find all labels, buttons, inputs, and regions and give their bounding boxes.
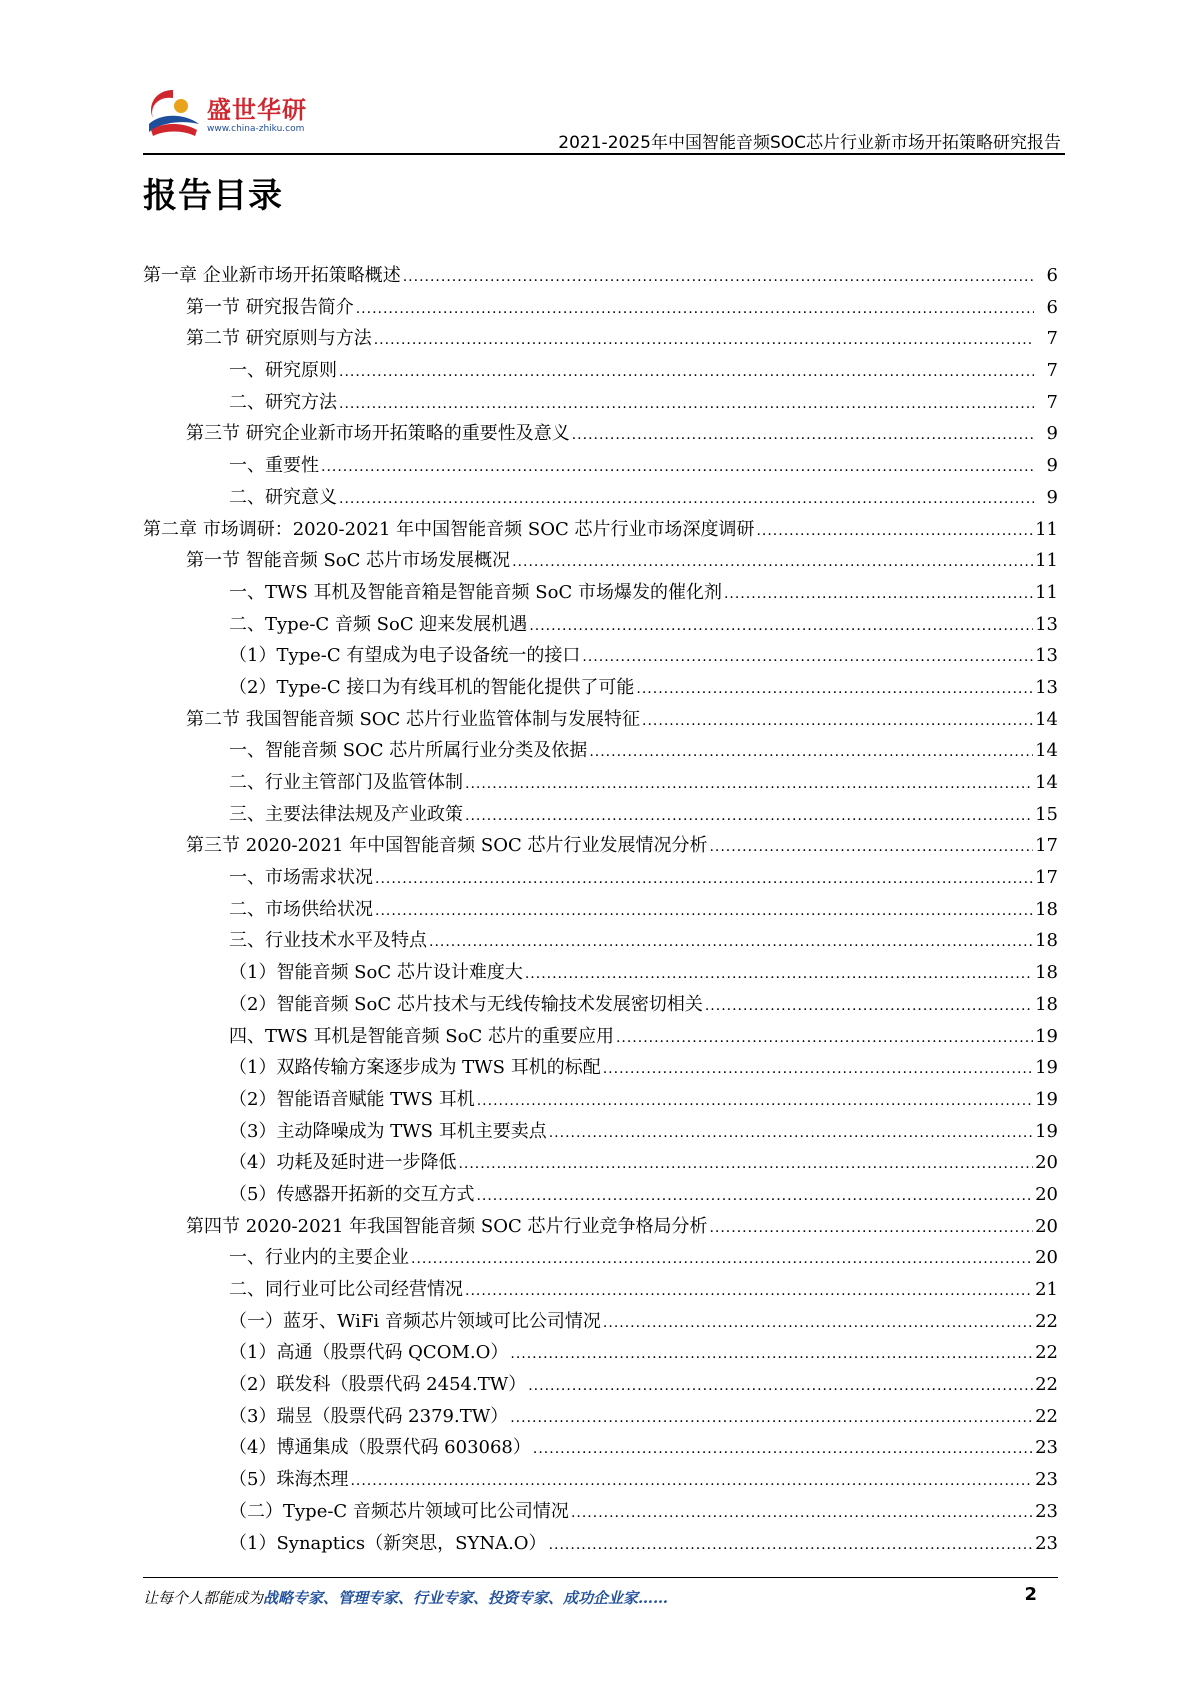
toc-leader-dots (339, 357, 1034, 389)
toc-leader-dots (533, 1434, 1033, 1466)
toc-entry-page: 19 (1035, 1025, 1058, 1047)
toc-leader-dots (589, 737, 1033, 769)
table-of-contents (143, 260, 1058, 1559)
toc-leader-dots (529, 611, 1033, 643)
toc-entry[interactable] (143, 1337, 1058, 1369)
toc-entry-title: （5）珠海杰理 (229, 1469, 349, 1491)
toc-entry-title: 二、同行业可比公司经营情况 (229, 1279, 463, 1300)
toc-entry[interactable] (143, 260, 1058, 292)
toc-entry-title: （5）传感器开拓新的交互方式 (229, 1183, 475, 1205)
toc-entry-title: （1）Type-C 有望成为电子设备统一的接口 (229, 645, 581, 667)
toc-leader-dots (465, 801, 1033, 833)
toc-entry[interactable] (143, 418, 1058, 450)
toc-leader-dots (411, 1244, 1033, 1276)
toc-entry-page: 22 (1035, 1374, 1058, 1396)
toc-entry-title: 第一节 智能音频 SoC 芯片市场发展概况 (186, 550, 511, 572)
toc-entry-title: 第一节 研究报告简介 (186, 296, 354, 318)
toc-entry-page: 7 (1046, 328, 1058, 350)
company-logo (143, 84, 353, 144)
toc-entry[interactable] (143, 1274, 1058, 1306)
toc-entry-page: 17 (1035, 835, 1058, 857)
toc-leader-dots (510, 1403, 1033, 1435)
toc-entry-title: （1）Synaptics（新突思，SYNA.O） (229, 1532, 547, 1554)
toc-entry-title: 一、市场需求状况 (229, 867, 373, 889)
toc-leader-dots (549, 1530, 1034, 1562)
toc-entry-page: 22 (1035, 1342, 1058, 1364)
toc-entry-title: 二、研究意义 (229, 486, 337, 508)
toc-entry-title: （1）高通（股票代码 QCOM.O） (229, 1342, 509, 1364)
toc-entry[interactable] (143, 545, 1058, 577)
toc-entry-title: （2）智能音频 SoC 芯片技术与无线传输技术发展密切相关 (229, 993, 703, 1015)
header-divider (143, 153, 1065, 155)
toc-entry-page: 22 (1035, 1310, 1058, 1332)
toc-entry-page: 9 (1046, 486, 1058, 508)
toc-entry[interactable] (143, 957, 1058, 989)
toc-entry-page: 7 (1046, 360, 1058, 382)
toc-entry-title: 第二节 研究原则与方法 (186, 328, 372, 350)
toc-entry-title: 一、重要性 (229, 455, 319, 477)
toc-entry-page: 22 (1035, 1405, 1058, 1427)
toc-leader-dots (724, 579, 1033, 611)
toc-entry-page: 18 (1035, 930, 1058, 952)
toc-entry[interactable] (143, 292, 1058, 324)
report-title: 2021-2025年中国智能音频SOC芯片行业新市场开拓策略研究报告 (558, 133, 1061, 153)
toc-entry[interactable] (143, 1021, 1058, 1053)
toc-entry-title: （一）蓝牙、WiFi 音频芯片领域可比公司情况 (229, 1310, 601, 1332)
toc-entry[interactable] (143, 514, 1058, 546)
toc-entry-page: 6 (1046, 296, 1058, 318)
toc-entry-page: 21 (1035, 1279, 1058, 1300)
toc-leader-dots (403, 262, 1034, 294)
toc-leader-dots (709, 832, 1033, 864)
logo-url: www.china-zhiku.com (207, 124, 305, 134)
toc-leader-dots (603, 1308, 1033, 1340)
toc-entry[interactable] (143, 1052, 1058, 1084)
toc-entry-title: （2）Type-C 接口为有线耳机的智能化提供了可能 (229, 676, 635, 698)
toc-entry-title: 一、TWS 耳机及智能音箱是智能音频 SoC 市场爆发的催化剂 (229, 581, 722, 603)
toc-entry-page: 13 (1035, 676, 1058, 698)
toc-leader-dots (350, 1466, 1033, 1498)
toc-leader-dots (616, 1023, 1033, 1055)
toc-leader-dots (705, 991, 1033, 1023)
page-footer (143, 1584, 1058, 1608)
toc-entry[interactable] (143, 704, 1058, 736)
toc-entry[interactable] (143, 1179, 1058, 1211)
toc-entry[interactable] (143, 1464, 1058, 1496)
toc-entry-page: 17 (1035, 867, 1058, 889)
toc-entry-page: 6 (1046, 265, 1058, 286)
toc-entry[interactable] (143, 735, 1058, 767)
toc-leader-dots (528, 1371, 1033, 1403)
page-number: 2 (1024, 1584, 1037, 1605)
toc-entry-title: 第二章 市场调研：2020-2021 年中国智能音频 SOC 芯片行业市场深度调研 (143, 518, 755, 540)
toc-entry[interactable] (143, 355, 1058, 387)
footer-divider (143, 1577, 1058, 1578)
toc-entry[interactable] (143, 1147, 1058, 1179)
toc-entry-page: 23 (1035, 1500, 1058, 1522)
toc-entry-title: 二、研究方法 (229, 391, 337, 413)
toc-entry-title: 三、主要法律法规及产业政策 (229, 803, 463, 825)
logo-text: 盛世华研 (207, 96, 307, 124)
toc-entry-page: 23 (1035, 1532, 1058, 1554)
toc-entry-title: 第一章 企业新市场开拓策略概述 (143, 265, 401, 286)
footer-slogan-emphasis: 战略专家、管理专家、行业专家、投资专家、成功企业家…… (263, 1589, 669, 1607)
toc-entry-title: （1）双路传输方案逐步成为 TWS 耳机的标配 (229, 1057, 601, 1079)
toc-entry-page: 18 (1035, 898, 1058, 920)
toc-entry[interactable] (143, 894, 1058, 926)
toc-entry[interactable] (143, 862, 1058, 894)
toc-leader-dots (321, 452, 1034, 484)
logo-emblem-icon (143, 84, 205, 142)
toc-leader-dots (642, 706, 1033, 738)
toc-leader-dots (603, 1054, 1033, 1086)
toc-heading: 报告目录 (143, 176, 283, 216)
toc-entry[interactable] (143, 925, 1058, 957)
toc-entry[interactable] (143, 1084, 1058, 1116)
toc-entry[interactable] (143, 989, 1058, 1021)
toc-entry-title: （4）功耗及延时进一步降低 (229, 1152, 457, 1174)
toc-entry[interactable] (143, 1211, 1058, 1243)
toc-entry[interactable] (143, 640, 1058, 672)
toc-entry-title: 第四节 2020-2021 年我国智能音频 SOC 芯片行业竞争格局分析 (186, 1215, 708, 1237)
toc-entry-page: 20 (1035, 1215, 1058, 1237)
toc-entry[interactable] (143, 387, 1058, 419)
toc-leader-dots (477, 1086, 1033, 1118)
toc-entry[interactable] (143, 1401, 1058, 1433)
toc-entry[interactable] (143, 767, 1058, 799)
toc-entry[interactable] (143, 1528, 1058, 1560)
toc-entry-page: 14 (1035, 708, 1058, 730)
toc-entry-page: 18 (1035, 993, 1058, 1015)
toc-entry-title: （2）智能语音赋能 TWS 耳机 (229, 1088, 475, 1110)
toc-entry-title: 第三节 研究企业新市场开拓策略的重要性及意义 (186, 423, 570, 445)
toc-entry-page: 9 (1046, 423, 1058, 445)
toc-entry-title: 一、研究原则 (229, 360, 337, 382)
toc-leader-dots (458, 1149, 1033, 1181)
toc-leader-dots (709, 1213, 1033, 1245)
toc-entry-title: （3）瑞昱（股票代码 2379.TW） (229, 1405, 509, 1427)
toc-entry-title: （4）博通集成（股票代码 603068） (229, 1437, 531, 1459)
toc-entry[interactable] (143, 609, 1058, 641)
toc-leader-dots (571, 1498, 1033, 1530)
toc-entry-page: 19 (1035, 1120, 1058, 1142)
toc-leader-dots (465, 769, 1033, 801)
toc-leader-dots (549, 1118, 1033, 1150)
toc-entry-page: 23 (1035, 1469, 1058, 1491)
toc-entry-page: 13 (1035, 613, 1058, 635)
toc-leader-dots (465, 1276, 1033, 1308)
toc-entry-title: 第二节 我国智能音频 SOC 芯片行业监管体制与发展特征 (186, 708, 641, 730)
toc-entry-page: 11 (1035, 518, 1058, 540)
toc-entry-page: 20 (1035, 1152, 1058, 1174)
toc-entry-page: 20 (1035, 1247, 1058, 1269)
toc-leader-dots (356, 294, 1034, 326)
toc-entry-page: 13 (1035, 645, 1058, 667)
toc-leader-dots (476, 1181, 1033, 1213)
toc-entry[interactable] (143, 1432, 1058, 1464)
toc-leader-dots (756, 516, 1033, 548)
toc-entry-page: 20 (1035, 1183, 1058, 1205)
toc-leader-dots (429, 927, 1033, 959)
toc-entry-title: 二、市场供给状况 (229, 898, 373, 920)
toc-leader-dots (582, 642, 1033, 674)
page-header (143, 78, 1065, 153)
toc-entry-page: 23 (1035, 1437, 1058, 1459)
toc-leader-dots (339, 484, 1034, 516)
toc-entry[interactable] (143, 1116, 1058, 1148)
toc-entry-page: 14 (1035, 740, 1058, 762)
toc-entry-page: 19 (1035, 1088, 1058, 1110)
toc-entry-page: 11 (1035, 581, 1058, 603)
toc-leader-dots (374, 325, 1034, 357)
toc-entry-title: （3）主动降噪成为 TWS 耳机主要卖点 (229, 1120, 547, 1142)
toc-leader-dots (510, 1339, 1033, 1371)
toc-entry[interactable] (143, 323, 1058, 355)
toc-entry-page: 19 (1035, 1057, 1058, 1079)
footer-slogan-prefix: 让每个人都能成为 (143, 1589, 264, 1607)
toc-leader-dots (525, 959, 1033, 991)
toc-entry-title: 第三节 2020-2021 年中国智能音频 SOC 芯片行业发展情况分析 (186, 835, 708, 857)
toc-leader-dots (339, 389, 1034, 421)
toc-entry-title: （1）智能音频 SoC 芯片设计难度大 (229, 962, 523, 984)
toc-leader-dots (375, 896, 1033, 928)
toc-leader-dots (375, 864, 1033, 896)
toc-entry-title: （二）Type-C 音频芯片领域可比公司情况 (229, 1500, 569, 1522)
toc-entry[interactable] (143, 799, 1058, 831)
toc-entry-title: 二、Type-C 音频 SoC 迎来发展机遇 (229, 613, 528, 635)
toc-entry[interactable] (143, 482, 1058, 514)
toc-entry[interactable] (143, 1242, 1058, 1274)
toc-entry[interactable] (143, 672, 1058, 704)
toc-entry-page: 7 (1046, 391, 1058, 413)
toc-entry[interactable] (143, 1369, 1058, 1401)
toc-entry[interactable] (143, 1496, 1058, 1528)
toc-entry[interactable] (143, 1306, 1058, 1338)
toc-entry-page: 9 (1046, 455, 1058, 477)
toc-entry-title: 二、行业主管部门及监管体制 (229, 772, 463, 793)
toc-entry-page: 15 (1035, 803, 1058, 825)
toc-entry-title: 四、TWS 耳机是智能音频 SoC 芯片的重要应用 (229, 1025, 614, 1047)
toc-entry-title: 一、智能音频 SOC 芯片所属行业分类及依据 (229, 740, 588, 762)
toc-entry-page: 14 (1035, 772, 1058, 793)
toc-leader-dots (636, 674, 1033, 706)
toc-entry[interactable] (143, 830, 1058, 862)
toc-entry-title: 一、行业内的主要企业 (229, 1247, 409, 1269)
toc-entry-page: 18 (1035, 962, 1058, 984)
toc-entry-title: 三、行业技术水平及特点 (229, 930, 427, 952)
toc-leader-dots (572, 420, 1034, 452)
toc-entry-title: （2）联发科（股票代码 2454.TW） (229, 1374, 527, 1396)
toc-entry-page: 11 (1035, 550, 1058, 572)
toc-leader-dots (512, 547, 1033, 579)
toc-entry[interactable] (143, 577, 1058, 609)
toc-entry[interactable] (143, 450, 1058, 482)
